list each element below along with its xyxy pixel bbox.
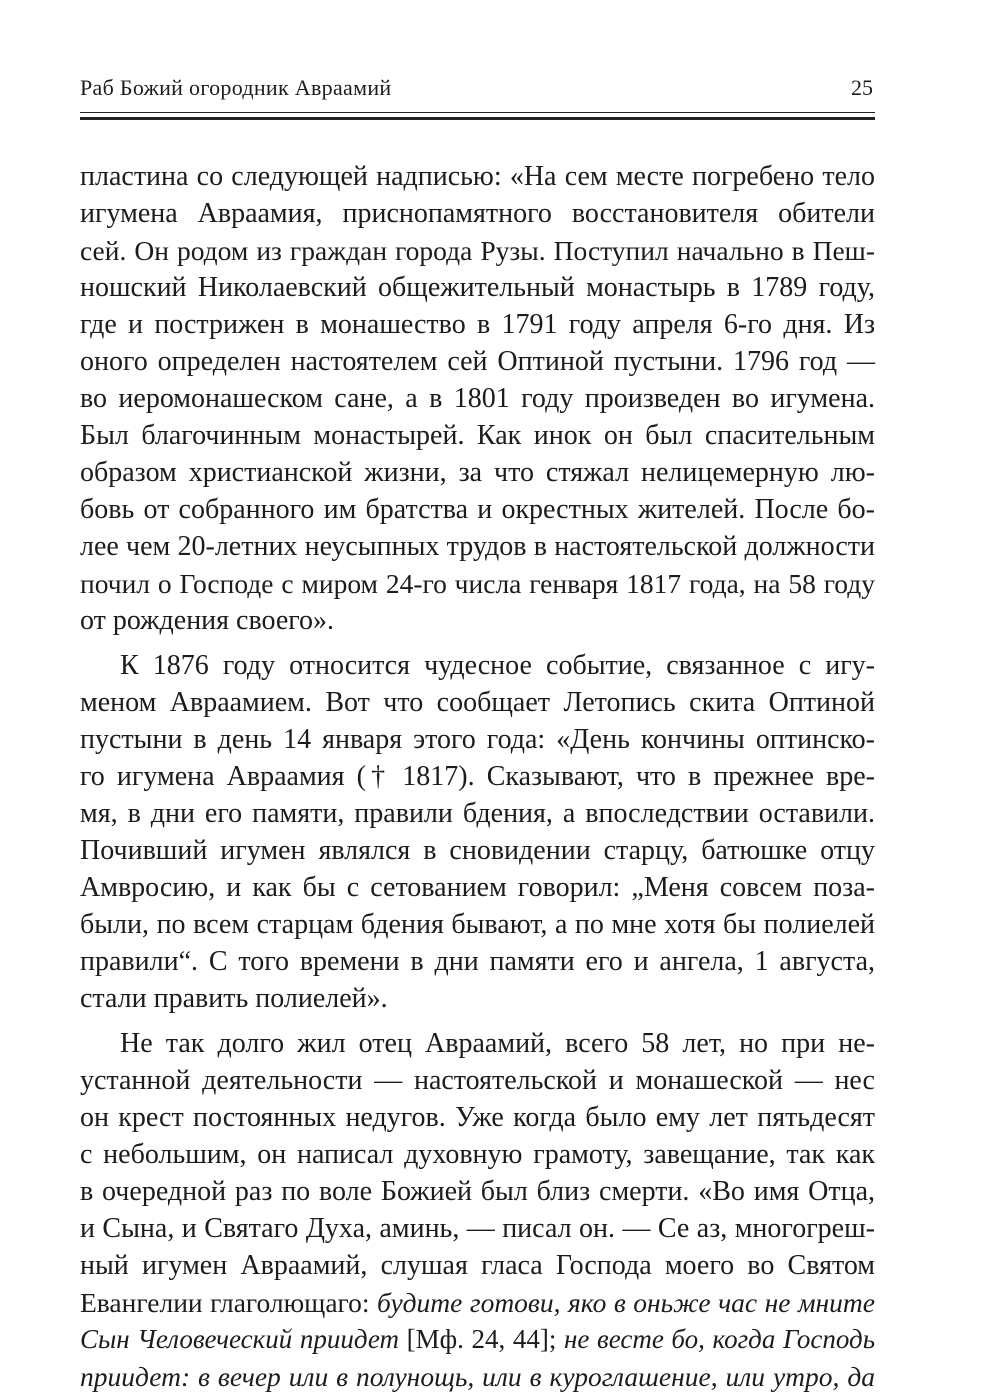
text-line: оного определен настоятелем сей Оптиной пустыни. 1796 год — [80, 346, 875, 377]
text-line: пустыни в день 14 января этого года: «День кончины оптинско- [80, 724, 875, 755]
text-line: ношский Николаевский общежительный монастырь в 1789 году, [80, 272, 875, 303]
text-line: мя, в дни его памяти, правили бдения, а впоследствии оставили. [80, 798, 875, 829]
text-line: К 1876 году относится чудесное событие, связанное с игу- [120, 650, 875, 681]
text-line: игумена Авраамия, приснопамятного восстановителя обители [80, 198, 875, 229]
text-line: ный игумен Авраамий, слушая гласа Господа моего во Святом [80, 1250, 875, 1281]
text-line: образом христианской жизни, за что стяжал нелицемерную лю- [80, 457, 875, 488]
text-line [80, 1284, 875, 1321]
text-line [80, 1358, 875, 1395]
text-line: он крест постоянных недугов. Уже когда было ему лет пятьдесят [80, 1102, 875, 1133]
text-line: Не так долго жил отец Авраамий, всего 58 лет, но при не- [120, 1028, 875, 1059]
text-line: почил о Господе с миром 24-го числа генваря 1817 года, на 58 году [80, 568, 875, 599]
body-text [80, 158, 875, 1395]
text-line: сей. Он родом из граждан города Рузы. Поступил начально в Пеш- [80, 235, 875, 266]
text-line: от рождения своего». [80, 605, 335, 636]
text-line: бовь от собранного им братства и окрестных жителей. После бо- [80, 494, 875, 525]
text-line: стали править полиелей». [80, 983, 388, 1014]
paragraph-3 [80, 1025, 875, 1395]
paragraph-2 [80, 647, 875, 1017]
text-line: Амвросию, и как бы с сетованием говорил: „Меня совсем поза- [80, 872, 875, 903]
italic-quote: не весте бо, когда Господь [564, 1324, 875, 1354]
header-rule-thick [80, 117, 875, 120]
text-line: го игумена Авраамия († 1817). Сказывают, что в прежнее вре- [80, 761, 875, 792]
italic-quote: приидет: в вечер или в полунощь, или в куроглашение, или утро, да [80, 1361, 875, 1392]
italic-quote: Сын Человеческий приидет [80, 1324, 400, 1354]
text-line: меном Авраамием. Вот что сообщает Летопись скита Оптиной [80, 687, 875, 718]
text-line: с небольшим, он написал духовную грамоту, завещание, так как [80, 1139, 875, 1170]
text-line: пластина со следующей надписью: «На сем месте погребено тело [80, 161, 875, 192]
text-line: лее чем 20-летних неусыпных трудов в настоятельской должности [80, 531, 875, 562]
running-header [80, 75, 875, 107]
text-line: Почивший игумен являлся в сновидении старцу, батюшке отцу [80, 835, 875, 866]
text-line: правили“. С того времени в дни памяти его и ангела, 1 августа, [80, 946, 875, 977]
text-line [80, 1321, 875, 1358]
text-line: были, по всем старцам бдения бывают, а по мне хотя бы полиелей [80, 909, 875, 940]
text-run: Евангелии глаголющаго: [80, 1287, 378, 1318]
header-rule-thin [80, 112, 875, 113]
page-number: 25 [851, 75, 873, 100]
text-line: устанной деятельности — настоятельской и монашеской — нес [80, 1065, 875, 1096]
italic-quote: будите готови, яко в оньже час не мните [377, 1287, 875, 1318]
paragraph-1 [80, 158, 875, 639]
text-line: Был благочинным монастырей. Как инок он был спасительным [80, 420, 875, 451]
text-line: в очередной раз по воле Божией был близ смерти. «Во имя Отца, [80, 1176, 875, 1207]
scripture-reference: [Мф. 24, 44]; [399, 1324, 564, 1354]
text-line: во иеромонашеском сане, а в 1801 году произведен во игумена. [80, 383, 875, 414]
text-line: и Сына, и Святаго Духа, аминь, — писал он. — Се аз, многогреш- [80, 1213, 875, 1244]
text-line: где и пострижен в монашество в 1791 году апреля 6-го дня. Из [80, 309, 875, 340]
running-title: Раб Божий огородник Авраамий [80, 75, 392, 100]
